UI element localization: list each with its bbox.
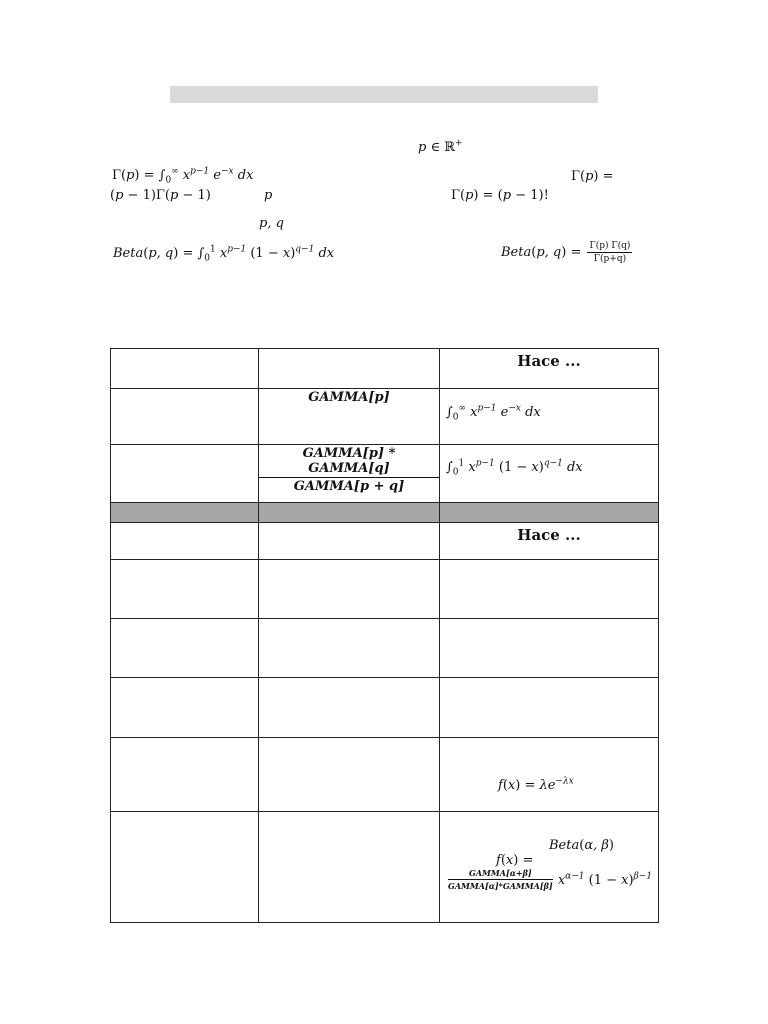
table1-header-row xyxy=(111,349,659,389)
table1-header-hace: Hace ... xyxy=(517,352,581,370)
table-row xyxy=(111,389,659,445)
table-row xyxy=(111,619,659,678)
domain-note: p ∈ ℝ+ xyxy=(418,138,463,155)
gamma-recurrence-continued: (p − 1)Γ(p − 1) xyxy=(110,188,211,203)
beta-density-numerator: GAMMA[α+β] xyxy=(448,868,553,880)
beta-density-denominator: GAMMA[α]*GAMMA[β] xyxy=(448,881,553,891)
beta-command-denominator: GAMMA[p + q] xyxy=(293,479,405,494)
pq-label: p, q xyxy=(259,216,284,231)
functions-table xyxy=(110,348,659,923)
p-label: p xyxy=(264,188,273,203)
gamma-definition: $\Gamma(p) = \int_0^\infty$ $x^{p-1}$ $e^{-x}$ dx xyxy=(112,166,254,186)
gamma-command: GAMMA[p] xyxy=(308,390,390,405)
separator-row xyxy=(111,503,659,523)
table-row xyxy=(111,678,659,738)
table-row xyxy=(111,812,659,923)
exponential-density: $f(x) = \lambda e^{-\lambda x}$ xyxy=(498,776,574,793)
gamma-integral: $\int_0^\infty$ $x^{p-1}$ $e^{-x}$ dx xyxy=(446,403,541,423)
title-bar xyxy=(170,86,598,103)
table-row xyxy=(111,738,659,812)
beta-integral: $\int_0^1$ $x^{p-1}$ $(1 - x)^{q-1}$ dx xyxy=(446,458,583,478)
table2-header-row xyxy=(111,523,659,560)
beta-density-rhs: $x^{\alpha-1}$ $(1 - x)^{\beta-1}$ xyxy=(557,871,653,888)
table-row xyxy=(111,445,659,503)
beta-density-lhs: f(x) = xyxy=(496,853,534,868)
gamma-recurrence-left: Γ(p) = xyxy=(571,169,614,184)
gamma-factorial: Γ(p) = (p − 1)! xyxy=(451,188,549,203)
beta-distribution-label: Beta(α, β) xyxy=(549,838,614,853)
beta-command-numerator: GAMMA[p] * GAMMA[q] xyxy=(259,446,439,478)
table-row xyxy=(111,560,659,619)
beta-definition: Beta(p, $q) = \int_0^1$ $x^{p-1}$ $(1 - x)^{q-1}$ dx xyxy=(113,244,335,264)
beta-command xyxy=(259,446,439,494)
beta-density xyxy=(448,868,652,891)
beta-gamma-relation: Beta(p, q) = $\frac{\Gamma(p) \Gamma(q)}{\Gamma(p+q)}$ xyxy=(501,241,631,264)
table2-header-hace: Hace ... xyxy=(517,526,581,544)
